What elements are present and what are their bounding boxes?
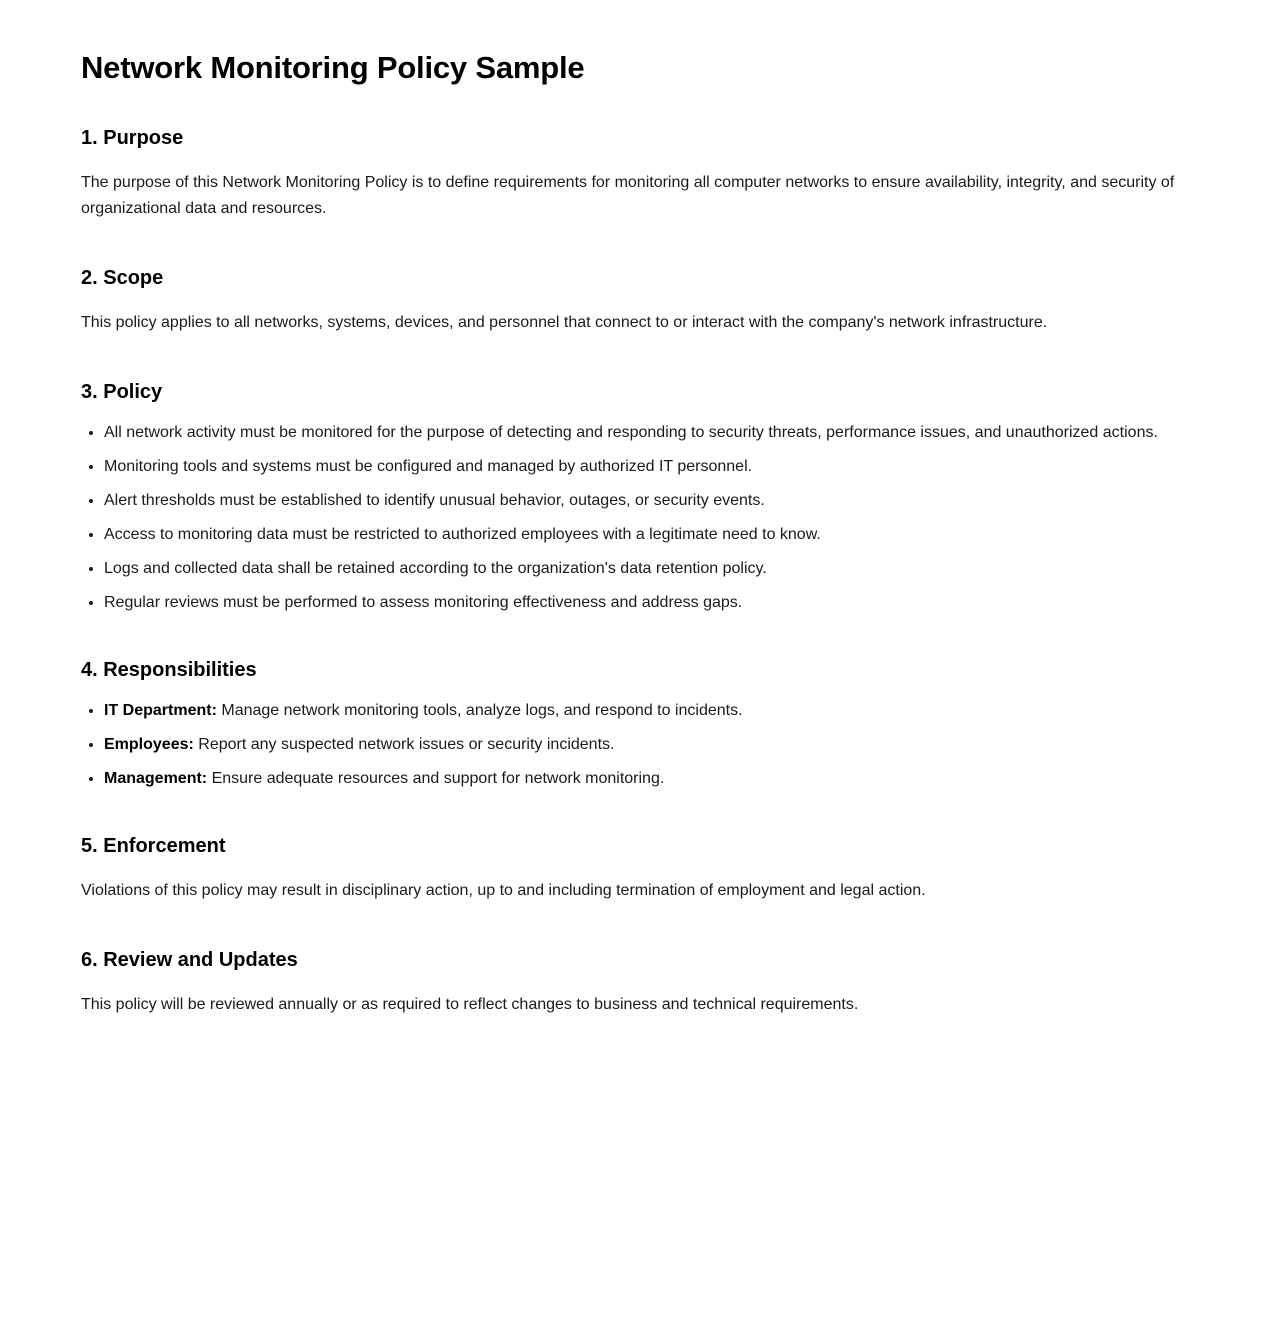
list-item: [81, 490, 1178, 512]
responsibility-label: Employees:: [104, 735, 194, 753]
responsibilities-list: [81, 700, 1178, 790]
page-title: Network Monitoring Policy Sample: [81, 50, 585, 85]
bullet-disc-icon: [89, 499, 93, 503]
section-enforcement: [81, 834, 1178, 904]
list-item: [81, 422, 1178, 444]
bullet-disc-icon: [89, 709, 93, 713]
section-policy: [81, 380, 1178, 614]
section-paragraph-review-and-updates: This policy will be reviewed annually or as required to reflect changes to business and technical requirements.: [81, 995, 859, 1013]
section-purpose: [81, 126, 1178, 222]
responsibility-text: Manage network monitoring tools, analyze logs, and respond to incidents.: [221, 701, 743, 719]
section-heading-policy: 3. Policy: [81, 380, 163, 403]
bullet-disc-icon: [89, 777, 93, 781]
list-item-text: Regular reviews must be performed to assess monitoring effectiveness and address gaps.: [104, 593, 743, 611]
list-item-text: All network activity must be monitored for the purpose of detecting and responding to security threats, performance issues, and unauthorized actions.: [104, 423, 1158, 441]
responsibility-text: Ensure adequate resources and support for network monitoring.: [211, 769, 665, 787]
list-item-text: Monitoring tools and systems must be configured and managed by authorized IT personnel.: [104, 457, 753, 475]
responsibility-label: Management:: [104, 769, 208, 787]
bullet-disc-icon: [89, 601, 93, 605]
section-review-and-updates: [81, 948, 1178, 1018]
list-item: [81, 734, 1178, 756]
bullet-disc-icon: [89, 465, 93, 469]
bullet-disc-icon: [89, 743, 93, 747]
list-item: [81, 768, 1178, 790]
bullet-disc-icon: [89, 431, 93, 435]
responsibility-text: Report any suspected network issues or security incidents.: [198, 735, 615, 753]
list-item-text: Access to monitoring data must be restricted to authorized employees with a legitimate need to know.: [104, 525, 821, 543]
list-item-text: Alert thresholds must be established to identify unusual behavior, outages, or security events.: [104, 491, 765, 509]
section-heading-scope: 2. Scope: [81, 266, 164, 289]
section-responsibilities: [81, 658, 1178, 790]
section-paragraph-scope: This policy applies to all networks, systems, devices, and personnel that connect to or interact with the company's network infrastructure.: [81, 313, 1048, 331]
list-item: [81, 558, 1178, 580]
section-heading-purpose: 1. Purpose: [81, 126, 184, 149]
bullet-disc-icon: [89, 533, 93, 537]
responsibility-label: IT Department:: [104, 701, 217, 719]
list-item: [81, 592, 1178, 614]
section-paragraph-enforcement: Violations of this policy may result in disciplinary action, up to and including termination of employment and legal action.: [81, 881, 926, 899]
list-item-text: Logs and collected data shall be retained according to the organization's data retention policy.: [104, 559, 767, 577]
section-scope: [81, 266, 1178, 336]
section-heading-responsibilities: 4. Responsibilities: [81, 658, 257, 681]
list-item: [81, 700, 1178, 722]
section-paragraph-purpose: The purpose of this Network Monitoring Policy is to define requirements for monitoring all computer networks to ensure availability, integrity, and security of organizational data and resources.: [81, 173, 1175, 217]
list-item: [81, 456, 1178, 478]
list-item: [81, 524, 1178, 546]
policy-bullet-list: [81, 422, 1178, 614]
page-bottom-whitespace: [81, 1018, 1178, 1288]
section-heading-enforcement: 5. Enforcement: [81, 834, 226, 857]
section-heading-review-and-updates: 6. Review and Updates: [81, 948, 298, 971]
bullet-disc-icon: [89, 567, 93, 571]
